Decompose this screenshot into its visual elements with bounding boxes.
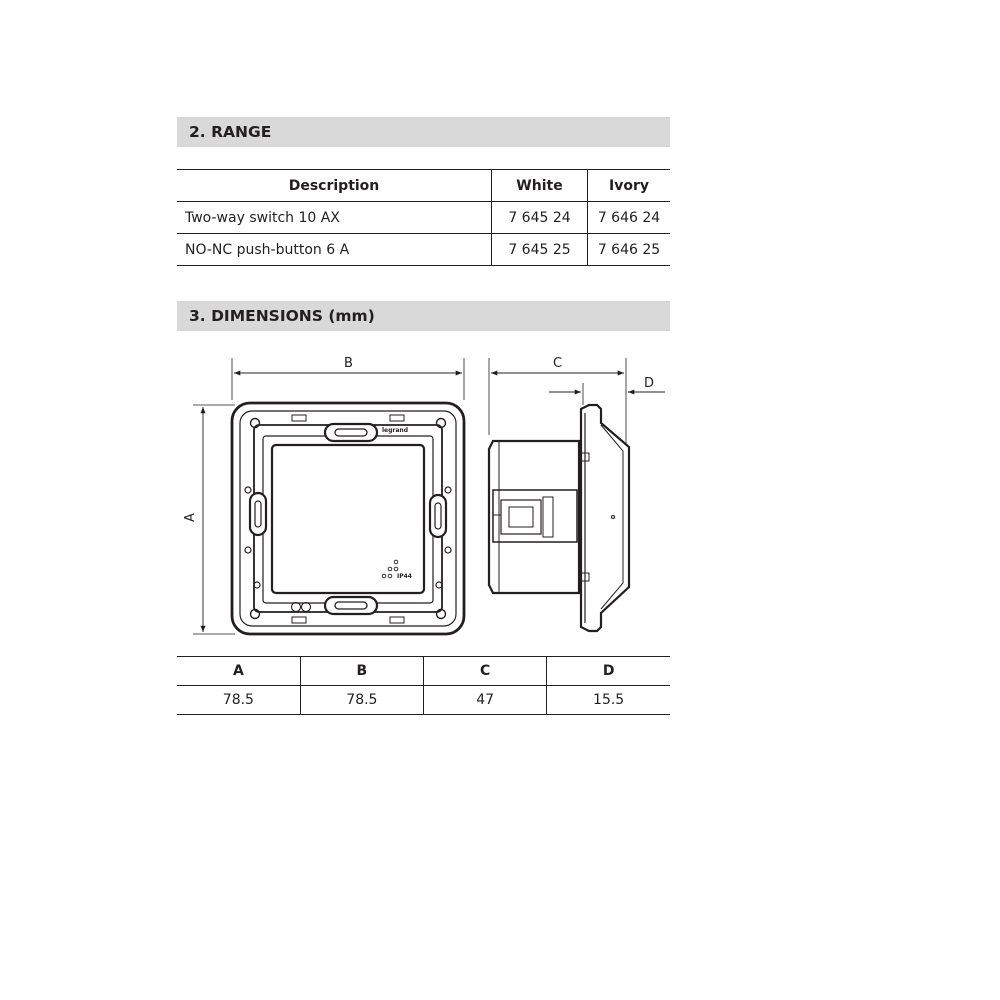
ip-rating-mark: IP44 [397,573,412,580]
range-table [177,169,670,266]
row-description: Two-way switch 10 AX [177,202,492,234]
section-header-dimensions: 3. DIMENSIONS (mm) [177,301,670,331]
table-row [177,202,670,234]
dimension-d-label: D [644,376,655,391]
brand-logo: legrand [382,427,408,434]
column-header-white: White [492,170,588,202]
dimension-b-label: B [344,356,353,371]
side-view [489,358,665,631]
dimension-value-b: 78.5 [300,686,423,715]
dimension-header-c: C [424,657,547,686]
front-view [193,358,464,634]
dimension-drawing [177,345,670,645]
dimension-c-label: C [553,356,563,371]
dimension-header-b: B [300,657,423,686]
column-header-description: Description [177,170,492,202]
row-ivory-code: 7 646 25 [588,234,671,266]
dimension-value-d: 15.5 [547,686,670,715]
dimensions-header-row [177,657,670,686]
dimension-header-a: A [177,657,300,686]
row-description: NO-NC push-button 6 A [177,234,492,266]
row-ivory-code: 7 646 24 [588,202,671,234]
dimensions-table [177,656,670,715]
dimension-a-label: A [183,513,198,522]
row-white-code: 7 645 25 [492,234,588,266]
table-row [177,234,670,266]
table-row [177,686,670,715]
dimension-value-a: 78.5 [177,686,300,715]
dimension-header-d: D [547,657,670,686]
range-table-header-row [177,170,670,202]
row-white-code: 7 645 24 [492,202,588,234]
section-header-range: 2. RANGE [177,117,670,147]
column-header-ivory: Ivory [588,170,671,202]
dimension-value-c: 47 [424,686,547,715]
